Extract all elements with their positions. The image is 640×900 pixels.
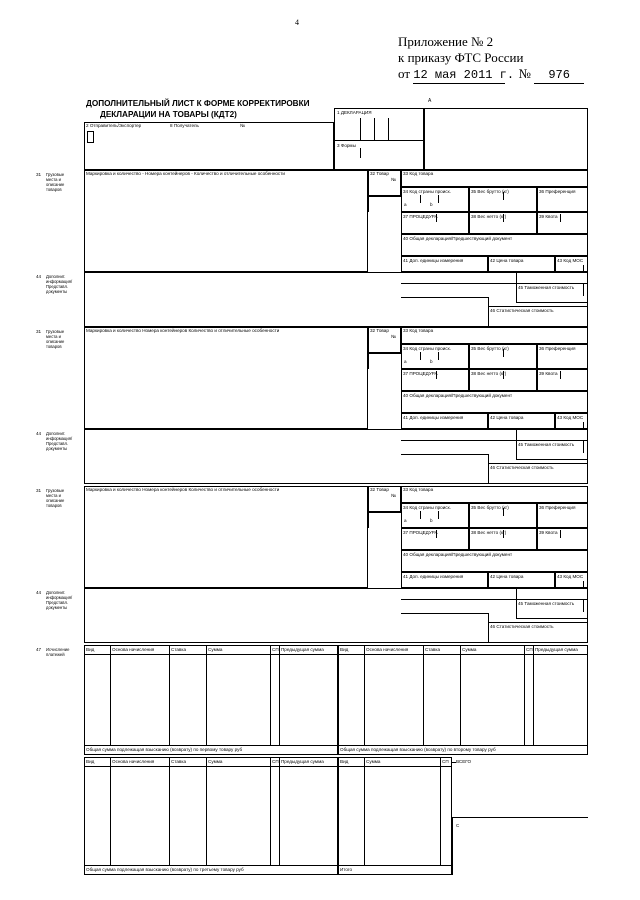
form-mark — [420, 352, 421, 360]
field-47-side-label: Исчисление платежей — [46, 647, 70, 657]
form-mark — [420, 511, 421, 519]
field-37-label: 37 ПРОЦЕДУРА — [403, 214, 438, 219]
corner-letter-a: А — [428, 98, 432, 104]
form-mark — [401, 234, 431, 235]
divider — [401, 440, 516, 441]
field-39-label: 39 Квота — [539, 371, 558, 376]
form-mark — [401, 550, 402, 572]
calc-total-label: Общая сумма подлежащая взысканию (возврату) по первому товару руб — [86, 747, 243, 752]
divider — [460, 645, 461, 745]
field-38-label: 38 Вес нетто (кг) — [471, 214, 507, 219]
form-mark — [368, 353, 369, 369]
field-34a-label: a — [404, 518, 407, 523]
form-mark — [488, 297, 489, 306]
divider — [84, 766, 338, 767]
field-40-label: 40 Общая декларация/Предшествующий документ — [403, 236, 513, 241]
form-mark — [488, 454, 489, 463]
box-2-sender-receiver[interactable] — [84, 122, 334, 170]
divider — [533, 645, 534, 745]
divider — [110, 757, 111, 865]
field-42-label: 42 Цена товара — [490, 415, 524, 420]
order-line-1: Приложение № 2 — [398, 34, 494, 49]
divider — [360, 118, 361, 140]
page-number: 4 — [295, 18, 299, 27]
form-mark — [401, 391, 431, 392]
field-44-side-label: Дополнит. информация/ Представл. документы — [46, 590, 73, 610]
calc-table-item-3[interactable] — [84, 757, 338, 875]
field-44-number: 44 — [36, 590, 42, 595]
field-41-label: 41 Доп. единицы измерения — [403, 258, 464, 263]
divider — [279, 645, 280, 745]
field-44-number: 44 — [36, 431, 42, 436]
calc-column-header: Ставка — [425, 647, 441, 652]
calc-column-header: Предыдущая сумма — [281, 647, 324, 652]
form-mark — [583, 581, 584, 588]
field-45-label: 45 Таможенная стоимость — [518, 601, 575, 606]
field-31-caption: Маркировка и количество - Номера контейнеров - Количество и отличительные особенности — [86, 171, 285, 176]
field-34-label: 34 Код страны происх. — [403, 346, 452, 351]
form-mark — [420, 195, 421, 203]
box-3-label: 3 Формы — [337, 143, 356, 148]
calc-column-header: Сумма — [208, 647, 223, 652]
field-39-label: 39 Квота — [539, 214, 558, 219]
order-date: 12 мая 2011 г. — [413, 68, 515, 82]
box-8-number-label: № — [240, 123, 245, 128]
form-title-line-2: ДЕКЛАРАЦИИ НА ТОВАРЫ (КДТ2) — [100, 110, 237, 119]
form-mark — [469, 357, 470, 369]
divider — [169, 645, 170, 745]
divider — [524, 645, 525, 745]
field-31-side-label: Грузовые места и описание товаров — [46, 488, 65, 508]
divider — [338, 654, 588, 655]
calc-itogo-label: Итого — [340, 867, 353, 872]
form-mark — [368, 512, 401, 513]
box-1-label: 1 ДЕКЛАРАЦИЯ — [337, 110, 372, 115]
calc-column-header: Вид — [340, 759, 349, 764]
form-mark — [560, 214, 561, 222]
divider — [338, 766, 452, 767]
form-mark — [368, 512, 369, 528]
divider — [110, 645, 111, 745]
field-31-number: 31 — [36, 488, 42, 493]
calc-column-header: Основа начисления — [366, 647, 409, 652]
field-31-caption: Маркировка и количество Номера контейнеров Количество и отличительные особенности — [86, 328, 280, 333]
calc-column-header: Сумма — [462, 647, 477, 652]
form-mark — [401, 234, 402, 256]
field-35-label: 35 Вес брутто (кг) — [471, 505, 509, 510]
calc-column-header: Основа начисления — [112, 647, 155, 652]
field-31-side-label: Грузовые места и описание товаров — [46, 329, 65, 349]
field-31-description[interactable] — [84, 486, 368, 588]
form-mark — [368, 196, 369, 212]
divider — [270, 757, 271, 865]
field-34b-label: b — [430, 202, 433, 207]
calc-column-header: СП — [442, 759, 449, 764]
field-43-label: 43 Код МОС — [557, 415, 584, 420]
box-8-label: 8 Получатель — [170, 123, 199, 128]
divider — [401, 297, 488, 298]
form-mark — [368, 196, 401, 197]
field-40-label: 40 Общая декларация/Предшествующий документ — [403, 393, 513, 398]
field-46-label: 46 Статистическая стоимость — [490, 465, 554, 470]
divider — [206, 645, 207, 745]
divider — [169, 757, 170, 865]
divider — [401, 599, 516, 600]
field-39-label: 39 Квота — [539, 530, 558, 535]
form-mark — [560, 530, 561, 538]
divider — [279, 757, 280, 865]
form-mark — [368, 353, 401, 354]
field-33-label: 33 Код товара — [403, 487, 434, 492]
divider — [401, 454, 488, 455]
form-mark — [488, 613, 489, 622]
calc-total-table[interactable] — [338, 757, 452, 875]
calc-column-header: Предыдущая сумма — [281, 759, 324, 764]
field-31-description[interactable] — [84, 170, 368, 272]
form-mark — [469, 200, 470, 212]
field-33-label: 33 Код товара — [403, 328, 434, 333]
form-title-line-1: ДОПОЛНИТЕЛЬНЫЙ ЛИСТ К ФОРМЕ КОРРЕКТИРОВКИ — [86, 99, 310, 108]
field-34b-label: b — [430, 518, 433, 523]
calc-total-label: Общая сумма подлежащая взысканию (возврату) по третьему товару руб — [86, 867, 244, 872]
divider — [423, 645, 424, 745]
divider — [440, 757, 441, 865]
box-c-label: С — [456, 823, 460, 828]
divider — [388, 118, 389, 140]
field-43-label: 43 Код МОС — [557, 574, 584, 579]
form-mark — [516, 588, 517, 599]
field-33-label: 33 Код товара — [403, 171, 434, 176]
field-34-label: 34 Код страны происх. — [403, 189, 452, 194]
field-47-number: 47 — [36, 647, 42, 652]
field-38-label: 38 Вес нетто (кг) — [471, 530, 507, 535]
field-32-label: 32 Товар — [370, 487, 389, 492]
divider — [338, 745, 588, 746]
order-number: 976 — [534, 67, 584, 84]
form-mark — [516, 429, 517, 440]
field-31-number: 31 — [36, 172, 42, 177]
field-31-number: 31 — [36, 329, 42, 334]
form-mark — [438, 352, 439, 360]
box-1-declaration[interactable] — [334, 108, 424, 170]
divider — [338, 865, 452, 866]
field-35-label: 35 Вес брутто (кг) — [471, 189, 509, 194]
calc-column-header: Сумма — [208, 759, 223, 764]
box-c[interactable] — [452, 817, 588, 875]
field-44-number: 44 — [36, 274, 42, 279]
form-mark — [560, 371, 561, 379]
field-46-label: 46 Статистическая стоимость — [490, 308, 554, 313]
divider — [401, 613, 488, 614]
field-41-label: 41 Доп. единицы измерения — [403, 415, 464, 420]
form-mark — [401, 391, 402, 413]
calc-column-header: Ставка — [171, 647, 187, 652]
checkbox-sender[interactable] — [87, 131, 94, 143]
order-line-2: к приказу ФТС России — [398, 50, 524, 65]
form-mark — [401, 212, 431, 213]
field-31-side-label: Грузовые места и описание товаров — [46, 172, 65, 192]
field-32-label: 32 Товар — [370, 328, 389, 333]
form-mark — [583, 283, 584, 296]
calc-column-header: Предыдущая сумма — [535, 647, 578, 652]
box-2-label: 2 Отправитель/Экспортер — [86, 123, 142, 128]
field-37-label: 37 ПРОЦЕДУРА — [403, 530, 438, 535]
field-40-label: 40 Общая декларация/Предшествующий документ — [403, 552, 513, 557]
calc-column-header: Вид — [340, 647, 349, 652]
field-34b-label: b — [430, 359, 433, 364]
field-34a-label: a — [404, 359, 407, 364]
field-44-side-label: Дополнит. информация/ Представл. документы — [46, 274, 73, 294]
field-36-label: 36 Преференция — [539, 505, 576, 510]
divider — [452, 762, 456, 763]
order-date-prefix: от — [398, 66, 411, 81]
divider — [364, 757, 365, 865]
header-right-box[interactable] — [424, 108, 588, 170]
field-37-label: 37 ПРОЦЕДУРА — [403, 371, 438, 376]
divider — [374, 118, 375, 140]
form-mark — [583, 265, 584, 272]
divider — [206, 757, 207, 865]
calc-vsego-label: ВСЕГО — [456, 759, 472, 764]
order-reference — [398, 34, 584, 84]
field-32-no-label: № — [391, 493, 396, 498]
divider — [364, 645, 365, 745]
form-mark — [401, 550, 431, 551]
field-42-label: 42 Цена товара — [490, 258, 524, 263]
calc-column-header: Сумма — [366, 759, 381, 764]
field-34a-label: a — [404, 202, 407, 207]
calc-column-header: СП — [272, 759, 279, 764]
field-43-label: 43 Код МОС — [557, 258, 584, 263]
field-32-item-value[interactable] — [368, 499, 401, 512]
divider — [84, 654, 338, 655]
field-34-label: 34 Код страны происх. — [403, 505, 452, 510]
form-mark — [583, 440, 584, 453]
field-31-description[interactable] — [84, 327, 368, 429]
form-mark — [438, 511, 439, 519]
calc-table-item-2[interactable] — [338, 645, 588, 755]
form-title — [86, 98, 309, 120]
divider — [334, 140, 424, 141]
field-44-side-label: Дополнит. информация/ Представл. документы — [46, 431, 73, 451]
form-mark — [516, 272, 517, 283]
calc-column-header: Ставка — [171, 759, 187, 764]
divider — [84, 865, 338, 866]
field-31-caption: Маркировка и количество Номера контейнеров Количество и отличительные особенности — [86, 487, 280, 492]
field-32-no-label: № — [391, 334, 396, 339]
calc-column-header: Вид — [86, 647, 95, 652]
divider — [360, 148, 361, 158]
divider — [84, 745, 338, 746]
field-45-label: 45 Таможенная стоимость — [518, 442, 575, 447]
calc-column-header: Вид — [86, 759, 95, 764]
field-32-label: 32 Товар — [370, 171, 389, 176]
form-mark — [469, 516, 470, 528]
calc-column-header: СП — [526, 647, 533, 652]
field-38-label: 38 Вес нетто (кг) — [471, 371, 507, 376]
field-41-label: 41 Доп. единицы измерения — [403, 574, 464, 579]
field-32-item-value[interactable] — [368, 183, 401, 196]
field-45-label: 45 Таможенная стоимость — [518, 285, 575, 290]
form-mark — [583, 422, 584, 429]
field-36-label: 36 Преференция — [539, 189, 576, 194]
divider — [270, 645, 271, 745]
calc-table-item-1[interactable] — [84, 645, 338, 755]
order-line-3 — [398, 66, 584, 84]
calc-column-header: Основа начисления — [112, 759, 155, 764]
field-32-no-label: № — [391, 177, 396, 182]
form-mark — [401, 369, 431, 370]
form-mark — [438, 195, 439, 203]
form-mark — [583, 599, 584, 612]
field-35-label: 35 Вес брутто (кг) — [471, 346, 509, 351]
form-mark — [401, 528, 431, 529]
order-number-prefix: № — [518, 66, 531, 81]
calc-total-label: Общая сумма подлежащая взысканию (возврату) по второму товару руб — [340, 747, 496, 752]
field-32-item-value[interactable] — [368, 340, 401, 353]
field-46-label: 46 Статистическая стоимость — [490, 624, 554, 629]
field-42-label: 42 Цена товара — [490, 574, 524, 579]
field-36-label: 36 Преференция — [539, 346, 576, 351]
calc-column-header: СП — [272, 647, 279, 652]
divider — [401, 283, 516, 284]
